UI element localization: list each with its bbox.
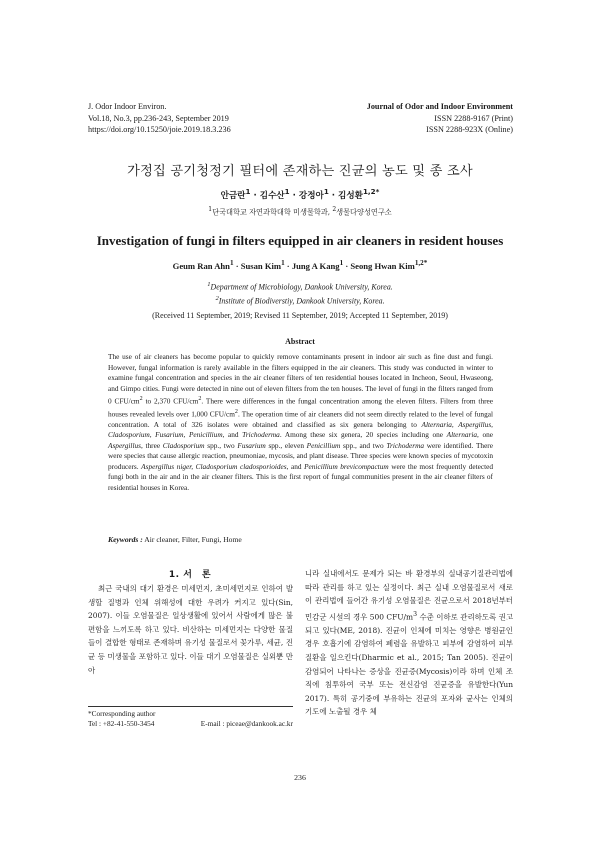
abstract-text: . Among these six genera, 20 species including one [279, 430, 447, 440]
body-paragraph [305, 567, 513, 719]
genus-name: Penicillium [306, 440, 341, 450]
author-name: Seong Hwan Kim [350, 260, 415, 271]
authors-english [0, 259, 600, 271]
author-superscript: 1 [323, 187, 329, 196]
author-name: Geum Ran Ahn [172, 260, 230, 271]
author-superscript: 1 [229, 259, 234, 267]
affil-text: 생물다양성연구소 [336, 207, 392, 217]
body-column-left [88, 582, 293, 677]
submission-dates: (Received 11 September, 2019; Revised 11 September, 2019; Accepted 11 September, 2019) [152, 311, 448, 320]
affil-superscript: 1 [207, 281, 211, 288]
genus-name: Alternaria, Aspergillus, Cladosporium, Fusarium, Penicillium, [108, 419, 493, 440]
superscript: 2 [198, 396, 202, 402]
journal-name: Journal of Odor and Indoor Environment [366, 102, 513, 111]
author-superscript: 1 [281, 259, 285, 267]
author-superscript: 1,2* [362, 187, 380, 196]
footnote [88, 709, 293, 729]
abstract-text: to 2,370 CFU/cm [142, 396, 199, 406]
genus-name: Aspergillus [108, 440, 141, 450]
author-separator: · [284, 260, 292, 271]
author-name: 김성환 [338, 190, 363, 201]
affil-text: Department of Microbiology, Dankook University, Korea. [210, 282, 393, 292]
author-name: Susan Kim [240, 260, 282, 271]
abstract-text: and [224, 430, 243, 440]
issn-online: ISSN 2288-923X (Online) [426, 125, 513, 134]
title-korean: 가정집 공기청정기 필터에 존재하는 진균의 농도 및 종 조사 [127, 164, 473, 179]
page-number: 236 [294, 773, 306, 782]
abstract-text: . There were differences in the fungal concentration among the eleven filters. Filters from three houses revealed levels over 1,000 CFU/cm [108, 396, 494, 419]
keywords-label: Keywords : [108, 535, 143, 544]
author-name: 김수산 [259, 190, 285, 201]
journal-header-right [263, 101, 513, 136]
author-separator: · [233, 260, 241, 271]
affil-superscript: 1 [208, 206, 213, 213]
body-column-right [305, 567, 513, 719]
issn-print: ISSN 2288-9167 (Print) [434, 113, 513, 123]
affil-superscript: 2 [332, 206, 337, 213]
affil-line [0, 293, 600, 307]
genus-name: Alternaria [446, 430, 478, 440]
abstract-text: were the most frequently detected fungi both in the air and in the air cleaner filters. This is the first report of fungal communities present in the air cleaner filters of residential houses in Korea. [108, 461, 493, 492]
superscript: 2 [234, 408, 238, 415]
affiliation-english [0, 279, 600, 307]
author-superscript: 1 [339, 259, 344, 267]
keywords-text: Air cleaner, Filter, Fungi, Home [142, 535, 242, 544]
doi-link[interactable]: https://doi.org/10.15250/joie.2019.18.3.236 [88, 125, 231, 134]
affil-text: 단국대학교 자연과학대학 미생물학과, [212, 207, 333, 217]
author-superscript: 1 [245, 187, 251, 196]
body-text: 수준 이하로 관리하도록 권고되고 있다(ME, 2018). 진균이 인체에 미치는 영향은 병원균인 경우 호흡기에 감염하여 폐렴을 유발하고 피부에 감염하여 피부질환을 일으킨다(Dharmic et al., 2015; Tan 2005). 진균이 감염되어 나타나는 증상을 진균증(Mycosis)이라 하며 인체 조직에 침투하여 국부 또는 전신감염 진균증을 유발한다(Yun 2017). 특히 공기중에 부유하는 진균의 포자와 균사는 인체의 기도에 노출될 경우 체 [305, 612, 514, 717]
abstract-text: , one [477, 430, 493, 440]
abstract-text: The use of air cleaners has become popular to quickly remove contaminants present in indoor air such as fine dust and fungi. However, fungal information is rarely available in the filters equipped in the air cleaners. This study was conducted in winter to examine fungal concentration and species in the air cleaner filters of ten residential houses located in Incheon, Seoul, Hwaseong, and Gimpo cities. Fungi were detected in nine out of eleven filters from the ten houses. The level of fungi in the filters ranged from 0 CFU/cm [108, 352, 493, 406]
abstract-text: spp., and two [340, 440, 387, 450]
species-name: Aspergillus niger, Cladosporium cladosporioides, [141, 461, 289, 471]
journal-abbrev: J. Odor Indoor Environ. [88, 102, 167, 111]
abstract-heading: Abstract [285, 337, 315, 346]
corresponding-author-label: *Corresponding author [88, 709, 156, 718]
affil-line [0, 279, 600, 293]
keywords [108, 535, 493, 544]
contact-row [88, 719, 293, 729]
contact-email[interactable]: E-mail : piceae@dankook.ac.kr [200, 719, 293, 728]
abstract-text: spp., two [204, 440, 238, 450]
abstract-text: . The operation time of air cleaners did not seem directly related to the level of fungal concentration. A total of 326 isolates were obtained and classified as six genera belonging to [108, 409, 493, 429]
author-name: Jung A Kang [291, 260, 340, 271]
title-english: Investigation of fungi in filters equipped in air cleaners in resident houses [96, 233, 504, 248]
abstract-text: spp., eleven [265, 440, 307, 450]
footnote-divider [88, 706, 293, 707]
contact-tel: Tel : +82-41-550-3454 [88, 719, 155, 728]
author-superscript: 1 [284, 187, 290, 196]
genus-name: Cladosporium [162, 440, 205, 450]
author-separator: · [289, 190, 299, 201]
author-superscript: 1,2* [414, 259, 428, 267]
genus-name: Trichoderma [386, 440, 425, 450]
genus-name: Trichoderma [242, 430, 280, 440]
author-separator: · [343, 260, 351, 271]
body-text: 니라 실내에서도 문제가 되는 바 환경부의 실내공기질관리법에 따라 관리를 하고 있는 실정이다. 최근 실내 오염물질로서 새로이 관리법에 들어간 유기성 오염물질은 진균으로서 2018년부터 민감군 시설의 경우 500 CFU/m [305, 569, 513, 622]
section-heading-introduction: 1. 서 론 [168, 570, 212, 580]
genus-name: Fusarium [237, 440, 266, 450]
author-separator: · [328, 190, 339, 201]
superscript: 2 [139, 396, 143, 402]
species-name: Penicillium brevicompactum [304, 461, 389, 471]
abstract-text: were identified. There were species that cause allergic reaction, pneumoniae, mycosis, and plant disease. Three species were known species of mycotoxin producers. [108, 440, 493, 471]
author-name: 안금란 [220, 190, 246, 201]
affil-superscript: 2 [215, 295, 219, 303]
author-separator: · [250, 190, 260, 201]
affiliation-korean [0, 206, 600, 217]
abstract-text: , three [140, 440, 163, 450]
volume-info: Vol.18, No.3, pp.236-243, September 2019 [88, 113, 229, 123]
author-name: 강정아 [298, 190, 324, 201]
superscript: 3 [413, 610, 418, 618]
affil-text: Institute of Biodiverstiy, Dankook University, Korea. [218, 296, 385, 306]
body-paragraph: 최근 국내의 대기 환경은 미세먼지, 초미세먼지로 인하여 발생할 질병과 인체 위해성에 대한 우려가 커지고 있다(Sin, 2007). 이들 오염물질은 일상생활에 있어서 사람에게 많은 불편함을 느끼도록 하고 있다. 비산하는 미세먼지는 다양한 물질들이 결합한 형태로 존재하며 유기성 물질로서 꽃가루, 세균, 진균 등 미생물을 포함하고 있다. 이들 대기 오염물질은 실외뿐 만 아 [88, 584, 293, 675]
authors-korean [0, 187, 600, 201]
abstract-text: and [288, 461, 305, 471]
abstract-body [108, 352, 493, 493]
